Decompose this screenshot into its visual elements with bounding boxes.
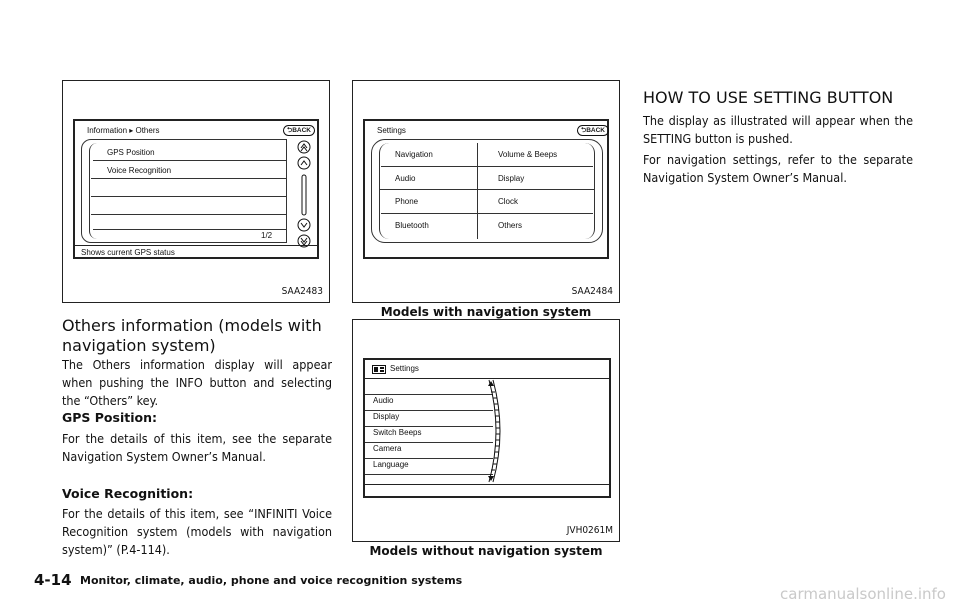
- settings-item-audio[interactable]: Audio: [373, 396, 394, 405]
- settings-item-volume-beeps[interactable]: Volume & Beeps: [498, 150, 558, 159]
- scroll-controls[interactable]: [291, 139, 317, 249]
- figure-code: SAA2483: [281, 286, 323, 297]
- gps-position-paragraph: For the details of this item, see the separate Navigation System Owner’s Manual.: [62, 431, 332, 464]
- settings-no-nav-screen: [363, 358, 611, 498]
- settings-item-camera[interactable]: Camera: [373, 444, 402, 453]
- settings-item-language[interactable]: Language: [373, 460, 409, 469]
- settings-item-display[interactable]: Display: [373, 412, 400, 421]
- status-text: Shows current GPS status: [81, 248, 175, 257]
- figure-code: JVH0261M: [566, 525, 613, 536]
- setting-button-paragraph-2: For navigation settings, refer to the separate Navigation System Owner’s Manual.: [643, 152, 913, 185]
- screen-title: Information ▸ Others: [87, 126, 160, 135]
- settings-nav-screen: [363, 119, 609, 259]
- settings-item-switch-beeps[interactable]: Switch Beeps: [373, 428, 422, 437]
- list-item-voice-recognition[interactable]: Voice Recognition: [107, 166, 172, 175]
- page-indicator: 1/2: [261, 231, 273, 240]
- back-arrow-icon: ⮌: [287, 127, 293, 134]
- settings-item-clock[interactable]: Clock: [498, 197, 519, 206]
- back-button[interactable]: ⮌BACK: [283, 125, 315, 136]
- settings-item-bluetooth[interactable]: Bluetooth: [395, 221, 429, 230]
- watermark: carmanualsonline.info: [780, 585, 946, 603]
- info-others-screen: [73, 119, 319, 259]
- settings-item-others[interactable]: Others: [498, 221, 523, 230]
- back-arrow-icon: ⮌: [581, 127, 587, 134]
- page-number: 4-14: [34, 571, 72, 589]
- settings-item-navigation[interactable]: Navigation: [395, 150, 433, 159]
- back-button[interactable]: ⮌BACK: [577, 125, 609, 136]
- figure-info-others: [62, 80, 330, 303]
- voice-recognition-paragraph: For the details of this item, see “INFINITI Voice Recognition system (models with navigation system)” (P.4-114).: [62, 506, 332, 557]
- section-heading-setting-button: HOW TO USE SETTING BUTTON: [643, 88, 894, 107]
- others-intro-paragraph: The Others information display will appear when pushing the INFO button and selecting the “Others” key.: [62, 357, 332, 408]
- screen-title: Settings: [390, 364, 419, 373]
- voice-recognition-label: Voice Recognition:: [62, 486, 194, 501]
- chapter-title: Monitor, climate, audio, phone and voice recognition systems: [80, 574, 463, 587]
- scrollbar-icon: [302, 175, 306, 215]
- figure-settings-no-nav: [352, 319, 620, 542]
- gps-position-label: GPS Position:: [62, 410, 157, 425]
- scroll-up-icon: [298, 157, 310, 169]
- figure-code: SAA2484: [571, 286, 613, 297]
- screen-title: Settings: [377, 126, 406, 135]
- scroll-dial[interactable]: [483, 378, 507, 484]
- settings-item-phone[interactable]: Phone: [395, 197, 419, 206]
- list-item-gps-position[interactable]: GPS Position: [107, 148, 155, 157]
- scroll-down-icon: [298, 219, 310, 231]
- setting-button-paragraph-1: The display as illustrated will appear when the SETTING button is pushed.: [643, 113, 913, 146]
- settings-item-display[interactable]: Display: [498, 174, 525, 183]
- settings-icon: [372, 365, 386, 374]
- section-heading-others: Others information (models with navigation system): [62, 316, 322, 355]
- settings-item-audio[interactable]: Audio: [395, 174, 416, 183]
- list-inner-curve: [89, 143, 288, 239]
- caption-with-nav: Models with navigation system: [380, 305, 592, 319]
- caption-without-nav: Models without navigation system: [369, 544, 603, 558]
- figure-settings-nav: [352, 80, 620, 303]
